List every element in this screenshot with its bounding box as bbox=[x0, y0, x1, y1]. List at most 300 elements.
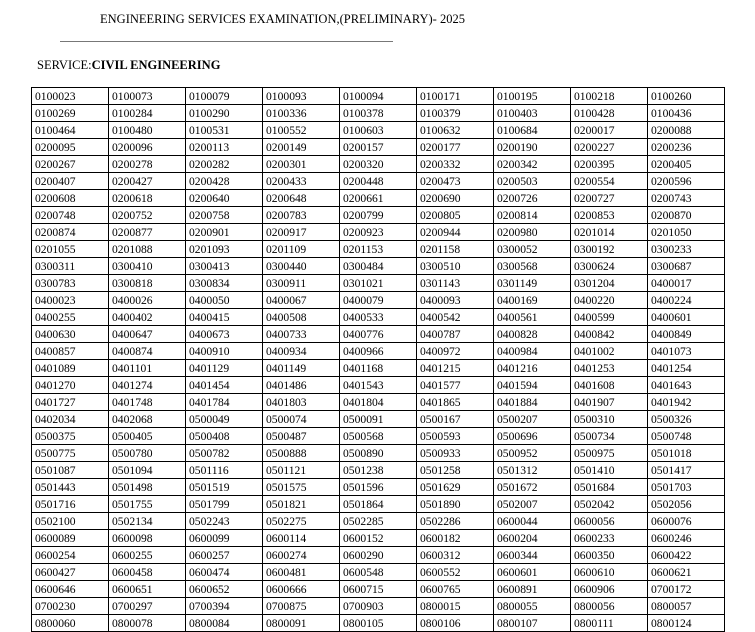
roll-number-cell: 0100336 bbox=[263, 105, 340, 122]
table-row bbox=[32, 241, 725, 258]
roll-number-cell: 0200236 bbox=[648, 139, 725, 156]
roll-number-cell: 0400842 bbox=[571, 326, 648, 343]
roll-number-cell: 0401594 bbox=[494, 377, 571, 394]
roll-number-cell: 0700903 bbox=[340, 598, 417, 615]
roll-number-cell: 0600601 bbox=[494, 564, 571, 581]
roll-number-cell: 0100632 bbox=[417, 122, 494, 139]
roll-number-cell: 0301143 bbox=[417, 275, 494, 292]
roll-number-cell: 0401216 bbox=[494, 360, 571, 377]
roll-number-cell: 0401149 bbox=[263, 360, 340, 377]
roll-number-cell: 0100290 bbox=[186, 105, 263, 122]
table-row bbox=[32, 156, 725, 173]
roll-number-cell: 0201050 bbox=[648, 224, 725, 241]
roll-number-cell: 0501629 bbox=[417, 479, 494, 496]
roll-number-cell: 0301149 bbox=[494, 275, 571, 292]
table-row bbox=[32, 275, 725, 292]
roll-number-cell: 0600621 bbox=[648, 564, 725, 581]
roll-number-cell: 0400966 bbox=[340, 343, 417, 360]
roll-number-cell: 0501519 bbox=[186, 479, 263, 496]
roll-number-cell: 0501755 bbox=[109, 496, 186, 513]
roll-number-cell: 0500049 bbox=[186, 411, 263, 428]
roll-number-cell: 0401907 bbox=[571, 394, 648, 411]
roll-number-cell: 0501417 bbox=[648, 462, 725, 479]
roll-number-cell: 0400601 bbox=[648, 309, 725, 326]
roll-number-cell: 0200901 bbox=[186, 224, 263, 241]
roll-number-cell: 0401270 bbox=[32, 377, 109, 394]
roll-number-cell: 0200332 bbox=[417, 156, 494, 173]
roll-number-cell: 0502100 bbox=[32, 513, 109, 530]
roll-number-cell: 0400402 bbox=[109, 309, 186, 326]
roll-number-cell: 0600076 bbox=[648, 513, 725, 530]
roll-number-cell: 0402034 bbox=[32, 411, 109, 428]
roll-number-cell: 0200618 bbox=[109, 190, 186, 207]
roll-number-cell: 0200648 bbox=[263, 190, 340, 207]
roll-number-cell: 0400220 bbox=[571, 292, 648, 309]
roll-number-cell: 0200017 bbox=[571, 122, 648, 139]
roll-number-cell: 0500734 bbox=[571, 428, 648, 445]
roll-number-cell: 0100428 bbox=[571, 105, 648, 122]
roll-number-cell: 0200877 bbox=[109, 224, 186, 241]
roll-number-cell: 0501410 bbox=[571, 462, 648, 479]
roll-number-cell: 0501116 bbox=[186, 462, 263, 479]
roll-number-cell: 0400934 bbox=[263, 343, 340, 360]
roll-number-cell: 0400017 bbox=[648, 275, 725, 292]
roll-number-cell: 0201014 bbox=[571, 224, 648, 241]
roll-number-cell: 0600891 bbox=[494, 581, 571, 598]
roll-number-cell: 0600114 bbox=[263, 530, 340, 547]
roll-number-cell: 0400828 bbox=[494, 326, 571, 343]
roll-number-cell: 0501087 bbox=[32, 462, 109, 479]
table-row bbox=[32, 292, 725, 309]
table-row bbox=[32, 547, 725, 564]
roll-number-cell: 0200917 bbox=[263, 224, 340, 241]
roll-number-cell: 0400508 bbox=[263, 309, 340, 326]
roll-number-table bbox=[31, 87, 725, 632]
roll-number-cell: 0500408 bbox=[186, 428, 263, 445]
roll-number-cell: 0800078 bbox=[109, 615, 186, 632]
roll-number-cell: 0600350 bbox=[571, 547, 648, 564]
roll-number-cell: 0502134 bbox=[109, 513, 186, 530]
roll-number-cell: 0300410 bbox=[109, 258, 186, 275]
roll-number-cell: 0100403 bbox=[494, 105, 571, 122]
roll-number-cell: 0100023 bbox=[32, 88, 109, 105]
service-value: CIVIL ENGINEERING bbox=[91, 58, 221, 72]
roll-number-cell: 0800091 bbox=[263, 615, 340, 632]
roll-number-cell: 0600610 bbox=[571, 564, 648, 581]
roll-number-cell: 0501312 bbox=[494, 462, 571, 479]
roll-number-cell: 0500890 bbox=[340, 445, 417, 462]
roll-number-cell: 0401073 bbox=[648, 343, 725, 360]
roll-number-cell: 0200301 bbox=[263, 156, 340, 173]
table-row bbox=[32, 309, 725, 326]
table-row bbox=[32, 173, 725, 190]
roll-number-cell: 0301204 bbox=[571, 275, 648, 292]
table-row bbox=[32, 207, 725, 224]
roll-number-cell: 0400599 bbox=[571, 309, 648, 326]
table-row bbox=[32, 360, 725, 377]
roll-number-cell: 0700394 bbox=[186, 598, 263, 615]
roll-number-cell: 0400849 bbox=[648, 326, 725, 343]
roll-number-cell: 0200428 bbox=[186, 173, 263, 190]
roll-number-cell: 0500748 bbox=[648, 428, 725, 445]
roll-number-cell: 0201088 bbox=[109, 241, 186, 258]
roll-number-cell: 0100171 bbox=[417, 88, 494, 105]
roll-number-cell: 0401643 bbox=[648, 377, 725, 394]
roll-number-cell: 0501018 bbox=[648, 445, 725, 462]
roll-number-cell: 0600666 bbox=[263, 581, 340, 598]
table-row bbox=[32, 190, 725, 207]
roll-number-cell: 0200407 bbox=[32, 173, 109, 190]
roll-number-cell: 0500487 bbox=[263, 428, 340, 445]
roll-number-cell: 0100603 bbox=[340, 122, 417, 139]
roll-number-cell: 0500091 bbox=[340, 411, 417, 428]
roll-number-cell: 0400026 bbox=[109, 292, 186, 309]
table-row bbox=[32, 428, 725, 445]
roll-number-cell: 0401129 bbox=[186, 360, 263, 377]
roll-number-cell: 0502243 bbox=[186, 513, 263, 530]
roll-number-cell: 0600152 bbox=[340, 530, 417, 547]
roll-number-cell: 0400787 bbox=[417, 326, 494, 343]
roll-number-cell: 0500975 bbox=[571, 445, 648, 462]
roll-number-cell: 0200726 bbox=[494, 190, 571, 207]
roll-number-cell: 0300413 bbox=[186, 258, 263, 275]
roll-number-cell: 0200473 bbox=[417, 173, 494, 190]
roll-number-cell: 0600906 bbox=[571, 581, 648, 598]
roll-number-cell: 0200758 bbox=[186, 207, 263, 224]
roll-number-cell: 0501799 bbox=[186, 496, 263, 513]
roll-number-cell: 0200874 bbox=[32, 224, 109, 241]
roll-number-cell: 0200096 bbox=[109, 139, 186, 156]
roll-number-cell: 0401215 bbox=[417, 360, 494, 377]
roll-number-cell: 0400984 bbox=[494, 343, 571, 360]
roll-number-cell: 0100436 bbox=[648, 105, 725, 122]
roll-number-cell: 0600552 bbox=[417, 564, 494, 581]
roll-number-cell: 0600098 bbox=[109, 530, 186, 547]
roll-number-cell: 0600427 bbox=[32, 564, 109, 581]
roll-number-cell: 0502042 bbox=[571, 496, 648, 513]
roll-number-cell: 0401168 bbox=[340, 360, 417, 377]
roll-number-cell: 0501716 bbox=[32, 496, 109, 513]
roll-number-cell: 0100684 bbox=[494, 122, 571, 139]
roll-number-cell: 0200661 bbox=[340, 190, 417, 207]
roll-number-cell: 0401784 bbox=[186, 394, 263, 411]
roll-number-cell: 0501094 bbox=[109, 462, 186, 479]
roll-number-cell: 0600651 bbox=[109, 581, 186, 598]
roll-number-cell: 0600765 bbox=[417, 581, 494, 598]
table-row bbox=[32, 343, 725, 360]
roll-number-cell: 0600044 bbox=[494, 513, 571, 530]
roll-number-cell: 0600715 bbox=[340, 581, 417, 598]
roll-number-cell: 0401543 bbox=[340, 377, 417, 394]
roll-number-cell: 0100378 bbox=[340, 105, 417, 122]
roll-number-cell: 0500593 bbox=[417, 428, 494, 445]
roll-number-cell: 0500933 bbox=[417, 445, 494, 462]
roll-number-cell: 0200799 bbox=[340, 207, 417, 224]
roll-number-cell: 0800105 bbox=[340, 615, 417, 632]
roll-number-cell: 0501703 bbox=[648, 479, 725, 496]
roll-number-cell: 0500207 bbox=[494, 411, 571, 428]
roll-number-cell: 0300192 bbox=[571, 241, 648, 258]
roll-number-cell: 0401002 bbox=[571, 343, 648, 360]
roll-number-cell: 0200944 bbox=[417, 224, 494, 241]
roll-number-cell: 0600089 bbox=[32, 530, 109, 547]
roll-number-cell: 0502286 bbox=[417, 513, 494, 530]
roll-number-cell: 0501443 bbox=[32, 479, 109, 496]
roll-number-cell: 0400542 bbox=[417, 309, 494, 326]
roll-number-cell: 0501821 bbox=[263, 496, 340, 513]
roll-number-cell: 0500888 bbox=[263, 445, 340, 462]
roll-number-cell: 0200149 bbox=[263, 139, 340, 156]
roll-number-cell: 0401748 bbox=[109, 394, 186, 411]
roll-number-cell: 0200748 bbox=[32, 207, 109, 224]
roll-number-cell: 0200783 bbox=[263, 207, 340, 224]
roll-number-cell: 0300311 bbox=[32, 258, 109, 275]
roll-number-cell: 0201055 bbox=[32, 241, 109, 258]
roll-number-cell: 0500375 bbox=[32, 428, 109, 445]
service-label: SERVICE: bbox=[37, 58, 92, 72]
roll-number-cell: 0501890 bbox=[417, 496, 494, 513]
table-row bbox=[32, 88, 725, 105]
roll-number-cell: 0400561 bbox=[494, 309, 571, 326]
roll-number-cell: 0200190 bbox=[494, 139, 571, 156]
roll-number-cell: 0200177 bbox=[417, 139, 494, 156]
roll-number-cell: 0400169 bbox=[494, 292, 571, 309]
roll-number-cell: 0300052 bbox=[494, 241, 571, 258]
roll-number-cell: 0400874 bbox=[109, 343, 186, 360]
roll-number-cell: 0500782 bbox=[186, 445, 263, 462]
roll-number-cell: 0700297 bbox=[109, 598, 186, 615]
roll-number-cell: 0400972 bbox=[417, 343, 494, 360]
roll-number-cell: 0502285 bbox=[340, 513, 417, 530]
roll-number-cell: 0400067 bbox=[263, 292, 340, 309]
roll-number-cell: 0200448 bbox=[340, 173, 417, 190]
roll-number-cell: 0600652 bbox=[186, 581, 263, 598]
roll-number-cell: 0800055 bbox=[494, 598, 571, 615]
roll-number-cell: 0400079 bbox=[340, 292, 417, 309]
roll-number-cell: 0201093 bbox=[186, 241, 263, 258]
roll-number-cell: 0800057 bbox=[648, 598, 725, 615]
roll-number-cell: 0401254 bbox=[648, 360, 725, 377]
roll-number-cell: 0600254 bbox=[32, 547, 109, 564]
roll-number-cell: 0800015 bbox=[417, 598, 494, 615]
roll-number-cell: 0200427 bbox=[109, 173, 186, 190]
roll-number-cell: 0400023 bbox=[32, 292, 109, 309]
roll-number-cell: 0800084 bbox=[186, 615, 263, 632]
table-row bbox=[32, 139, 725, 156]
roll-number-cell: 0200980 bbox=[494, 224, 571, 241]
roll-number-cell: 0600458 bbox=[109, 564, 186, 581]
roll-number-cell: 0502275 bbox=[263, 513, 340, 530]
table-row bbox=[32, 513, 725, 530]
roll-number-cell: 0200088 bbox=[648, 122, 725, 139]
roll-number-cell: 0500074 bbox=[263, 411, 340, 428]
table-row bbox=[32, 581, 725, 598]
roll-number-cell: 0501596 bbox=[340, 479, 417, 496]
roll-number-cell: 0200554 bbox=[571, 173, 648, 190]
roll-number-cell: 0501684 bbox=[571, 479, 648, 496]
roll-number-cell: 0200743 bbox=[648, 190, 725, 207]
roll-number-cell: 0201158 bbox=[417, 241, 494, 258]
roll-number-cell: 0600290 bbox=[340, 547, 417, 564]
table-row bbox=[32, 496, 725, 513]
roll-number-cell: 0600481 bbox=[263, 564, 340, 581]
roll-number-cell: 0100079 bbox=[186, 88, 263, 105]
roll-number-cell: 0300687 bbox=[648, 258, 725, 275]
table-row bbox=[32, 394, 725, 411]
roll-number-cell: 0100552 bbox=[263, 122, 340, 139]
table-row bbox=[32, 598, 725, 615]
roll-number-cell: 0800106 bbox=[417, 615, 494, 632]
roll-number-cell: 0600646 bbox=[32, 581, 109, 598]
table-row bbox=[32, 105, 725, 122]
table-row bbox=[32, 326, 725, 343]
roll-number-cell: 0200805 bbox=[417, 207, 494, 224]
roll-number-cell: 0200727 bbox=[571, 190, 648, 207]
roll-number-cell: 0400224 bbox=[648, 292, 725, 309]
roll-number-cell: 0400050 bbox=[186, 292, 263, 309]
roll-number-cell: 0502007 bbox=[494, 496, 571, 513]
roll-number-cell: 0501121 bbox=[263, 462, 340, 479]
roll-number-cell: 0501258 bbox=[417, 462, 494, 479]
roll-number-cell: 0200923 bbox=[340, 224, 417, 241]
roll-number-cell: 0400673 bbox=[186, 326, 263, 343]
roll-number-cell: 0401274 bbox=[109, 377, 186, 394]
roll-number-table-body bbox=[32, 88, 725, 632]
roll-number-cell: 0600182 bbox=[417, 530, 494, 547]
roll-number-cell: 0200278 bbox=[109, 156, 186, 173]
table-row bbox=[32, 377, 725, 394]
roll-number-cell: 0600257 bbox=[186, 547, 263, 564]
roll-number-cell: 0200853 bbox=[571, 207, 648, 224]
roll-number-cell: 0300484 bbox=[340, 258, 417, 275]
roll-number-cell: 0600422 bbox=[648, 547, 725, 564]
roll-number-cell: 0401727 bbox=[32, 394, 109, 411]
roll-number-cell: 0401942 bbox=[648, 394, 725, 411]
roll-number-cell: 0200870 bbox=[648, 207, 725, 224]
roll-number-cell: 0100218 bbox=[571, 88, 648, 105]
roll-number-cell: 0600255 bbox=[109, 547, 186, 564]
roll-number-cell: 0401884 bbox=[494, 394, 571, 411]
roll-number-cell: 0501498 bbox=[109, 479, 186, 496]
roll-number-cell: 0400857 bbox=[32, 343, 109, 360]
roll-number-cell: 0501575 bbox=[263, 479, 340, 496]
roll-number-cell: 0100195 bbox=[494, 88, 571, 105]
roll-number-cell: 0200342 bbox=[494, 156, 571, 173]
roll-number-cell: 0300568 bbox=[494, 258, 571, 275]
roll-number-cell: 0500568 bbox=[340, 428, 417, 445]
roll-number-cell: 0200608 bbox=[32, 190, 109, 207]
service-line bbox=[37, 58, 220, 73]
roll-number-cell: 0501672 bbox=[494, 479, 571, 496]
roll-number-cell: 0100073 bbox=[109, 88, 186, 105]
roll-number-cell: 0200320 bbox=[340, 156, 417, 173]
roll-number-cell: 0700875 bbox=[263, 598, 340, 615]
roll-number-cell: 0500775 bbox=[32, 445, 109, 462]
roll-number-cell: 0500405 bbox=[109, 428, 186, 445]
roll-number-cell: 0500310 bbox=[571, 411, 648, 428]
roll-number-cell: 0200690 bbox=[417, 190, 494, 207]
roll-number-cell: 0400255 bbox=[32, 309, 109, 326]
roll-number-cell: 0300818 bbox=[109, 275, 186, 292]
roll-number-cell: 0600474 bbox=[186, 564, 263, 581]
roll-number-cell: 0401454 bbox=[186, 377, 263, 394]
roll-number-cell: 0201109 bbox=[263, 241, 340, 258]
roll-number-cell: 0200267 bbox=[32, 156, 109, 173]
roll-number-cell: 0600204 bbox=[494, 530, 571, 547]
roll-number-cell: 0500167 bbox=[417, 411, 494, 428]
roll-number-cell: 0100269 bbox=[32, 105, 109, 122]
roll-number-cell: 0300783 bbox=[32, 275, 109, 292]
roll-number-cell: 0400630 bbox=[32, 326, 109, 343]
table-row bbox=[32, 224, 725, 241]
roll-number-cell: 0800124 bbox=[648, 615, 725, 632]
roll-number-cell: 0401089 bbox=[32, 360, 109, 377]
roll-number-cell: 0300624 bbox=[571, 258, 648, 275]
roll-number-cell: 0401577 bbox=[417, 377, 494, 394]
roll-number-cell: 0200640 bbox=[186, 190, 263, 207]
roll-number-cell: 0800060 bbox=[32, 615, 109, 632]
page-title: ENGINEERING SERVICES EXAMINATION,(PRELIMINARY)- 2025 bbox=[100, 12, 465, 26]
table-row bbox=[32, 122, 725, 139]
roll-number-cell: 0401253 bbox=[571, 360, 648, 377]
roll-number-cell: 0600099 bbox=[186, 530, 263, 547]
roll-number-cell: 0500326 bbox=[648, 411, 725, 428]
roll-number-cell: 0300911 bbox=[263, 275, 340, 292]
roll-number-cell: 0300440 bbox=[263, 258, 340, 275]
roll-number-cell: 0200095 bbox=[32, 139, 109, 156]
roll-number-cell: 0500696 bbox=[494, 428, 571, 445]
roll-number-cell: 0400733 bbox=[263, 326, 340, 343]
roll-number-cell: 0501238 bbox=[340, 462, 417, 479]
roll-number-cell: 0100464 bbox=[32, 122, 109, 139]
roll-number-cell: 0600233 bbox=[571, 530, 648, 547]
roll-number-cell: 0401804 bbox=[340, 394, 417, 411]
roll-number-cell: 0200503 bbox=[494, 173, 571, 190]
table-row bbox=[32, 258, 725, 275]
roll-number-cell: 0600274 bbox=[263, 547, 340, 564]
roll-number-cell: 0400093 bbox=[417, 292, 494, 309]
roll-number-cell: 0400910 bbox=[186, 343, 263, 360]
roll-number-cell: 0200596 bbox=[648, 173, 725, 190]
roll-number-cell: 0100480 bbox=[109, 122, 186, 139]
roll-number-cell: 0700172 bbox=[648, 581, 725, 598]
roll-number-cell: 0600312 bbox=[417, 547, 494, 564]
table-row bbox=[32, 564, 725, 581]
roll-number-cell: 0301021 bbox=[340, 275, 417, 292]
roll-number-cell: 0600056 bbox=[571, 513, 648, 530]
roll-number-cell: 0600548 bbox=[340, 564, 417, 581]
roll-number-cell: 0800111 bbox=[571, 615, 648, 632]
roll-number-cell: 0300834 bbox=[186, 275, 263, 292]
table-row bbox=[32, 445, 725, 462]
roll-number-cell: 0100531 bbox=[186, 122, 263, 139]
roll-number-cell: 0400647 bbox=[109, 326, 186, 343]
roll-number-cell: 0401803 bbox=[263, 394, 340, 411]
table-row bbox=[32, 479, 725, 496]
table-row bbox=[32, 411, 725, 428]
roll-number-cell: 0200282 bbox=[186, 156, 263, 173]
roll-number-cell: 0500952 bbox=[494, 445, 571, 462]
roll-number-cell: 0200752 bbox=[109, 207, 186, 224]
roll-number-cell: 0500780 bbox=[109, 445, 186, 462]
title-underline bbox=[60, 41, 393, 42]
roll-number-cell: 0200395 bbox=[571, 156, 648, 173]
roll-number-cell: 0100260 bbox=[648, 88, 725, 105]
roll-number-cell: 0200405 bbox=[648, 156, 725, 173]
roll-number-cell: 0401865 bbox=[417, 394, 494, 411]
roll-number-cell: 0501864 bbox=[340, 496, 417, 513]
table-row bbox=[32, 462, 725, 479]
